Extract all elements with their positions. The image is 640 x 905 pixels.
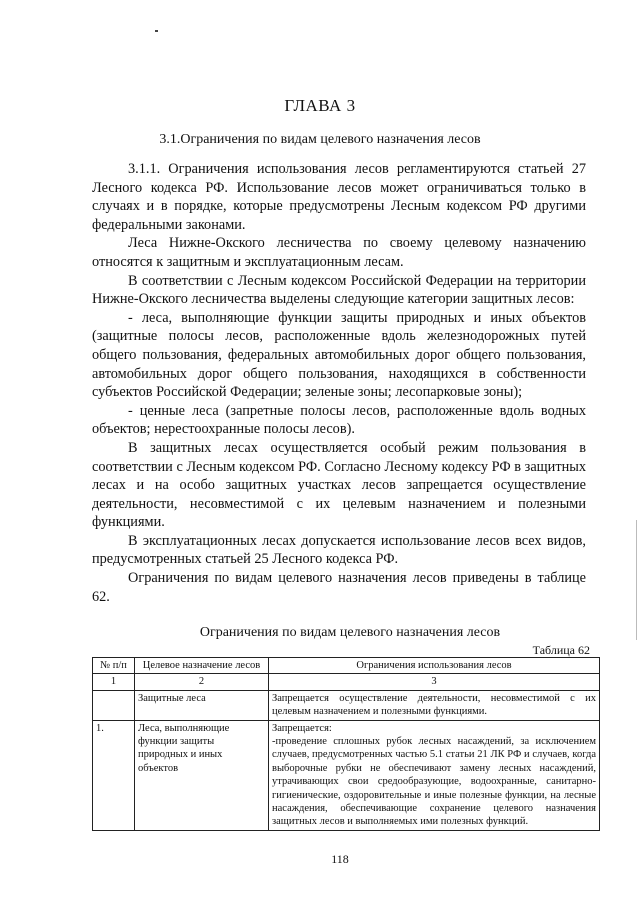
scan-speck bbox=[155, 30, 158, 32]
page-number: 118 bbox=[331, 852, 349, 866]
restrictions-table bbox=[92, 657, 600, 831]
paragraph-1: 3.1.1. Ограничения использования лесов регламентируются статьей 27 Лесного кодекса РФ. Использование лесов может ограничиваться только в случаях и в порядке, которые предусмотрены Лесным кодексом РФ другими федеральными законами. bbox=[92, 161, 586, 233]
column-number-1: 1 bbox=[93, 674, 135, 690]
paragraph-5: В эксплуатационных лесах допускается использование лесов всех видов, предусмотренных статьей 25 Лесного кодекса РФ. bbox=[92, 532, 586, 568]
paragraph-6: Ограничения по видам целевого назначения лесов приведены в таблице 62. bbox=[92, 570, 586, 605]
paragraph-4: В защитных лесах осуществляется особый режим пользования в соответствии с Лесным кодексом РФ. Согласно Лесному кодексу РФ в защитных лесах и на особо защитных участках лесов запрещается осуществление деятельности, несовместимой с их целевым назначением и полезными функциями. bbox=[92, 439, 586, 531]
chapter-title: ГЛАВА 3 bbox=[284, 96, 356, 115]
list-item-protective-functions: - леса, выполняющие функции защиты природных и иных объектов (защитные полосы лесов, расположенные вдоль железнодорожных путей общего пользования, федеральных автомобильных дорог общего пользования, автомобильных дорог общего пользования, находящихся в собственности субъектов Российской Федерации; зеленые зоны; лесопарковые зоны); bbox=[92, 309, 586, 401]
section-title: 3.1.Ограничения по видам целевого назначения лесов bbox=[159, 132, 481, 147]
column-number-3: 3 bbox=[269, 674, 600, 690]
row-num: 1. bbox=[93, 720, 135, 830]
body-text bbox=[92, 160, 586, 606]
row-num bbox=[93, 690, 135, 720]
column-number-2: 2 bbox=[135, 674, 269, 690]
table-row bbox=[93, 690, 600, 720]
row-restrictions-cell bbox=[269, 720, 600, 830]
row-restrictions: Запрещается осуществление деятельности, несовместимой с их целевым назначением и полезными функциями. bbox=[269, 690, 600, 720]
scan-edge-line bbox=[636, 520, 637, 640]
header-purpose: Целевое назначение лесов bbox=[135, 658, 269, 674]
row-restrictions-title: Запрещается: bbox=[272, 722, 332, 734]
table-number: Таблица 62 bbox=[532, 643, 590, 657]
row-purpose: Защитные леса bbox=[135, 690, 269, 720]
header-restrictions: Ограничения использования лесов bbox=[269, 658, 600, 674]
table-caption: Ограничения по видам целевого назначения лесов bbox=[199, 625, 501, 640]
row-purpose: Леса, выполняющие функции защиты природных и иных объектов bbox=[135, 720, 269, 830]
list-item-valuable-forests: - ценные леса (запретные полосы лесов, расположенные вдоль водных объектов; нерестоохранные полосы лесов). bbox=[92, 402, 586, 438]
header-num: № п/п bbox=[93, 658, 135, 674]
paragraph-3: В соответствии с Лесным кодексом Российской Федерации на территории Нижне-Окского лесничества выделены следующие категории защитных лесов: bbox=[92, 272, 586, 308]
table-header-row bbox=[93, 658, 600, 674]
table-column-numbers-row bbox=[93, 674, 600, 690]
row-restrictions: -проведение сплошных рубок лесных насаждений, за исключением случаев, предусмотренных частью 5.1 статьи 21 ЛК РФ и случаев, когда выборочные рубки не обеспечивают замену лесных насаждений, утрачивающих свои средообразующие, водоохранные, санитарно-гигиенические, оздоровительные и иные полезные функции, на лесные насаждения, обеспечивающие сохранение целевого назначения защитных лесов и выполняемых ими полезных функций. bbox=[272, 736, 596, 828]
table-row bbox=[93, 720, 600, 830]
paragraph-2: Леса Нижне-Окского лесничества по своему целевому назначению относятся к защитным и эксплуатационным лесам. bbox=[92, 235, 586, 270]
